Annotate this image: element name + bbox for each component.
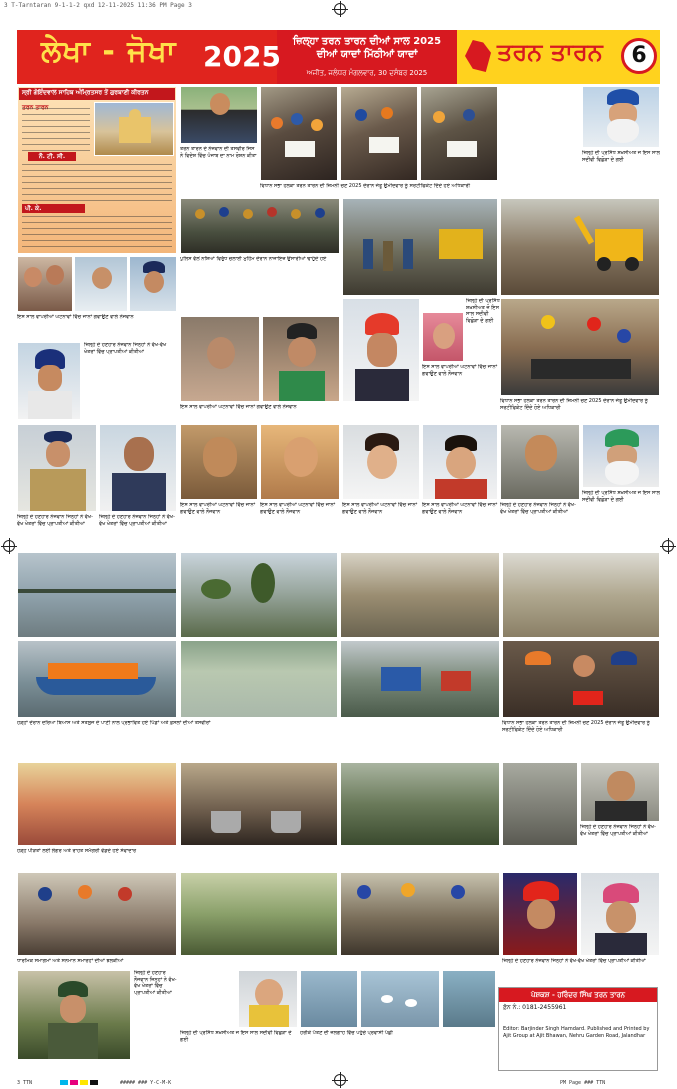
caption-youths: ਜ਼ਿਲ੍ਹੇ ਦੇ ਹੋਣਹਾਰ ਨੌਜਵਾਨ ਜਿਨ੍ਹਾਂ ਨੇ ਵੱਖ-ਵੱਖ ਖੇਤਰਾਂ ਵਿੱਚ ਪ੍ਰਾਪਤੀਆਂ ਕੀਤੀਆਂ xyxy=(502,958,646,964)
photo-ceremony-3 xyxy=(340,872,500,956)
footer-left: 3 TTN xyxy=(17,1080,33,1086)
photo-birds-1 xyxy=(300,970,358,1028)
sidebox-text-lines-3 xyxy=(22,216,172,250)
photo-youth-red-turban xyxy=(502,872,578,956)
caption-girl-2: ਇਸ ਸਾਲ ਵਾਪਰੀਆਂ ਘਟਨਾਵਾਂ ਵਿੱਚ ਜਾਨਾਂ ਗਵਾਉਣ ਵਾਲੇ ਨੌਜਵਾਨ xyxy=(422,364,497,377)
caption-demolition: ਪੁਲਿਸ ਵੱਲੋਂ ਨਸ਼ਿਆਂ ਵਿਰੁੱਧ ਚਲਾਈ ਮੁਹਿੰਮ ਦੌਰਾਨ ਨਾਜਾਇਜ਼ ਉਸਾਰੀਆਂ ਢਾਹੁੰਦੇ ਹੋਏ xyxy=(180,256,327,262)
photo-flood-rescue xyxy=(17,640,177,718)
photo-birds-2 xyxy=(360,970,440,1028)
photo-young-man xyxy=(180,86,258,144)
photo-man-portrait xyxy=(180,424,258,500)
masthead-district: ਤਰਨ ਤਾਰਨ xyxy=(497,38,603,66)
photo-flood-2 xyxy=(180,552,338,638)
sidebox-text-lines xyxy=(22,108,90,152)
photo-army-officer xyxy=(17,970,131,1060)
caption-child-portrait: ਇਸ ਸਾਲ ਵਾਪਰੀਆਂ ਘਟਨਾਵਾਂ ਵਿੱਚ ਜਾਨਾਂ ਗਵਾਉਣ ਵਾਲੇ ਨੌਜਵਾਨ xyxy=(260,502,335,515)
photo-flooded-field xyxy=(180,640,338,718)
masthead-title: ਲੇਖਾ - ਜੋਖਾ xyxy=(41,34,177,69)
photo-relief-work xyxy=(502,762,578,846)
masthead xyxy=(17,30,660,84)
photo-crowd-event xyxy=(340,762,500,846)
credit-heading: ਪੇਸ਼ਕਸ਼ - ਹਰਿੰਦਰ ਸਿੰਘ ਤਰਨ ਤਾਰਨ xyxy=(499,988,657,1002)
photo-ceremony-1 xyxy=(17,872,177,956)
credit-body: Editor: Barjinder Singh Hamdard. Published and Printed by Ajit Group at Ajit Bhawan, Nehru Garden Road, Jalandhar xyxy=(503,1026,650,1039)
footer-right: PM Page ### TTN xyxy=(560,1080,606,1086)
photo-youth-2 xyxy=(129,256,177,312)
caption-sikh-man: ਜ਼ਿਲ੍ਹੇ ਦੇ ਹੋਣਹਾਰ ਨੌਜਵਾਨ ਜਿਨ੍ਹਾਂ ਨੇ ਵੱਖ-ਵੱਖ ਖੇਤਰਾਂ ਵਿੱਚ ਪ੍ਰਾਪਤੀਆਂ ਕੀਤੀਆਂ xyxy=(84,342,167,355)
caption-birds: ਹਰੀਕੇ ਪੱਤਣ ਦੀ ਜਲਗਾਹ ਵਿੱਚ ਪਹੁੰਚੇ ਪ੍ਰਵਾਸੀ ਪੰਛੀ xyxy=(300,1030,393,1036)
color-swatch-black xyxy=(90,1080,98,1085)
punjab-map-icon xyxy=(465,40,491,72)
photo-langar xyxy=(180,762,338,846)
print-slug: 3 T-Tarntaran 9-1-1-2 qxd 12-11-2025 11:36 PM Page 3 xyxy=(4,2,192,9)
masthead-dateline: ਅਜੀਤ, ਜਲੰਧਰ ਮੰਗਲਵਾਰ, 30 ਦਸੰਬਰ 2025 xyxy=(306,69,428,77)
photo-demolition-police xyxy=(342,198,498,296)
caption-girl: ਜ਼ਿਲ੍ਹੇ ਦੀ ਪ੍ਰਸਿੱਧ ਸ਼ਖ਼ਸੀਅਤ ਜੋ ਇਸ ਸਾਲ ਸਦੀਵੀ ਵਿਛੋੜਾ ਦੇ ਗਈ xyxy=(466,298,500,324)
photo-certificate-2 xyxy=(340,86,418,181)
caption-floods: ਹੜ੍ਹਾਂ ਦੌਰਾਨ ਦਰਿਆ ਬਿਆਸ ਅਤੇ ਸਤਲੁਜ ਦੇ ਪਾਣੀ ਨਾਲ ਪ੍ਰਭਾਵਿਤ ਹੋਏ ਪਿੰਡਾਂ ਅਤੇ ਫ਼ਸਲਾਂ ਦੀਆਂ ਤਸਵੀਰਾਂ xyxy=(17,720,211,726)
caption-young-man-3: ਜ਼ਿਲ੍ਹੇ ਦੇ ਹੋਣਹਾਰ ਨੌਜਵਾਨ ਜਿਨ੍ਹਾਂ ਨੇ ਵੱਖ-ਵੱਖ ਖੇਤਰਾਂ ਵਿੱਚ ਪ੍ਰਾਪਤੀਆਂ ਕੀਤੀਆਂ xyxy=(580,824,656,837)
color-swatch-cyan xyxy=(60,1080,68,1085)
photo-rally xyxy=(500,298,660,396)
registration-mark-top xyxy=(334,3,346,15)
photo-religious-event xyxy=(17,762,177,846)
photo-turban-man xyxy=(342,298,420,402)
masthead-title-block xyxy=(17,30,281,84)
caption-army-officer: ਜ਼ਿਲ੍ਹੇ ਦੇ ਹੋਣਹਾਰ ਨੌਜਵਾਨ ਜਿਨ੍ਹਾਂ ਨੇ ਵੱਖ-ਵੱਖ ਖੇਤਰਾਂ ਵਿੱਚ ਪ੍ਰਾਪਤੀਆਂ ਕੀਤੀਆਂ xyxy=(134,970,177,996)
sidebox-heading: ਸ੍ਰੀ ਗੋਇੰਦਵਾਲ ਸਾਹਿਬ ਅੰਮ੍ਰਿਤਸਰ ਤੋਂ ਗੁਰਬਾਣੀ ਕੀਰਤਨ xyxy=(19,88,175,100)
photo-tractor-relief xyxy=(340,640,500,718)
caption-boy-2: ਇਸ ਸਾਲ ਵਾਪਰੀਆਂ ਘਟਨਾਵਾਂ ਵਿੱਚ ਜਾਨਾਂ ਗਵਾਉਣ ਵਾਲੇ ਨੌਜਵਾਨ xyxy=(422,502,497,515)
photo-girl xyxy=(422,312,464,362)
caption-langar: ਹੜ੍ਹ ਪੀੜਤਾਂ ਲਈ ਲੰਗਰ ਅਤੇ ਰਾਹਤ ਸਮੱਗਰੀ ਵੰਡਦੇ ਹੋਏ ਸੇਵਾਦਾਰ xyxy=(17,848,137,854)
masthead-year: 2025 xyxy=(203,40,281,73)
registration-mark-left xyxy=(3,540,15,552)
photo-certificate-3 xyxy=(420,86,498,181)
photo-boy-1 xyxy=(342,424,420,500)
photo-ceremony-2 xyxy=(180,872,338,956)
credit-box xyxy=(498,987,658,1071)
caption-ceremonies: ਧਾਰਮਿਕ ਸਮਾਗਮਾਂ ਅਤੇ ਸਨਮਾਨ ਸਮਾਰੋਹਾਂ ਦੀਆਂ ਝਲਕੀਆਂ xyxy=(17,958,124,964)
photo-young-man-3 xyxy=(580,762,660,822)
registration-mark-right xyxy=(662,540,674,552)
caption-police-officer: ਜ਼ਿਲ੍ਹੇ ਦੇ ਹੋਣਹਾਰ ਨੌਜਵਾਨ ਜਿਨ੍ਹਾਂ ਨੇ ਵੱਖ-ਵੱਖ ਖੇਤਰਾਂ ਵਿੱਚ ਪ੍ਰਾਪਤੀਆਂ ਕੀਤੀਆਂ xyxy=(17,514,93,527)
photo-gurdwara xyxy=(94,102,174,156)
photo-elder xyxy=(582,86,660,148)
caption-victims: ਇਸ ਸਾਲ ਵਾਪਰੀਆਂ ਘਟਨਾਵਾਂ ਵਿੱਚ ਜਾਨਾਂ ਗਵਾਉਣ ਵਾਲੇ ਨੌਜਵਾਨ xyxy=(180,404,297,410)
photo-certificate-1 xyxy=(260,86,338,181)
photo-birds-3 xyxy=(442,970,496,1028)
footer-mid: ##### ### Y-C-M-K xyxy=(120,1080,172,1086)
photo-officer-2 xyxy=(99,424,177,512)
caption-officer-2: ਜ਼ਿਲ੍ਹੇ ਦੇ ਹੋਣਹਾਰ ਨੌਜਵਾਨ ਜਿਨ੍ਹਾਂ ਨੇ ਵੱਖ-ਵੱਖ ਖੇਤਰਾਂ ਵਿੱਚ ਪ੍ਰਾਪਤੀਆਂ ਕੀਤੀਆਂ xyxy=(99,514,175,527)
photo-young-man-2 xyxy=(500,424,580,500)
caption-election: ਵਿਧਾਨ ਸਭਾ ਹਲਕਾ ਤਰਨ ਤਾਰਨ ਦੀ ਜ਼ਿਮਨੀ ਚੋਣ 2025 ਦੌਰਾਨ ਜੇਤੂ ਉਮੀਦਵਾਰ ਨੂੰ ਸਰਟੀਫਿਕੇਟ ਦਿੰਦੇ ਹੋਏ ਅਧਿਕਾਰੀ xyxy=(260,183,471,189)
photo-sikh-man xyxy=(17,342,81,420)
masthead-subtitle-line1: ਜ਼ਿਲ੍ਹਾ ਤਰਨ ਤਾਰਨ ਦੀਆਂ ਸਾਲ 2025 xyxy=(292,36,442,47)
caption-press: ਵਿਧਾਨ ਸਭਾ ਹਲਕਾ ਤਰਨ ਤਾਰਨ ਦੀ ਜ਼ਿਮਨੀ ਚੋਣ 2025 ਦੌਰਾਨ ਜੇਤੂ ਉਮੀਦਵਾਰ ਨੂੰ ਸਰਟੀਫਿਕੇਟ ਦਿੰਦੇ ਹੋਏ ਅਧਿਕਾਰੀ xyxy=(502,720,650,733)
caption-elder: ਜ਼ਿਲ੍ਹੇ ਦੀ ਪ੍ਰਸਿੱਧ ਸ਼ਖ਼ਸੀਅਤ ਜੋ ਇਸ ਸਾਲ ਸਦੀਵੀ ਵਿਛੋੜਾ ਦੇ ਗਈ xyxy=(582,150,660,163)
photo-police-group xyxy=(180,198,340,254)
photo-elder-2 xyxy=(582,424,660,488)
caption-elder-2: ਜ਼ਿਲ੍ਹੇ ਦੀ ਪ੍ਰਸਿੱਧ ਸ਼ਖ਼ਸੀਅਤ ਜੋ ਇਸ ਸਾਲ ਸਦੀਵੀ ਵਿਛੋੜਾ ਦੇ ਗਈ xyxy=(582,490,660,503)
photo-press-conference xyxy=(502,640,660,718)
photo-youth-pink-turban xyxy=(580,872,660,956)
photo-boy-2 xyxy=(422,424,498,500)
caption-rally: ਵਿਧਾਨ ਸਭਾ ਹਲਕਾ ਤਰਨ ਤਾਰਨ ਦੀ ਜ਼ਿਮਨੀ ਚੋਣ 2025 ਦੌਰਾਨ ਜੇਤੂ ਉਮੀਦਵਾਰ ਨੂੰ ਸਰਟੀਫਿਕੇਟ ਦਿੰਦੇ ਹੋਏ ਅਧਿਕਾਰੀ xyxy=(500,398,648,411)
sidebox-text-lines-2 xyxy=(22,164,172,202)
caption-man-portrait: ਇਸ ਸਾਲ ਵਾਪਰੀਆਂ ਘਟਨਾਵਾਂ ਵਿੱਚ ਜਾਨਾਂ ਗਵਾਉਣ ਵਾਲੇ ਨੌਜਵਾਨ xyxy=(180,502,255,515)
page-number: 6 xyxy=(621,38,657,74)
credit-phone: ਫ਼ੋਨ ਨੰ.: 0181-2455961 xyxy=(503,1004,567,1011)
photo-flood-1 xyxy=(17,552,177,638)
sidebox-tag-2: ਪੀ. ਕੇ. xyxy=(22,204,85,213)
masthead-subtitle-line2: ਦੀਆਂ ਯਾਦਾਂ ਮਿੱਠੀਆਂ ਯਾਦਾਂ xyxy=(316,49,418,60)
caption-young-man: ਤਰਨ ਤਾਰਨ ਦੇ ਨੌਜਵਾਨ ਦੀ ਤਸਵੀਰ ਜਿਸ ਨੇ ਵਿਦੇਸ਼ ਵਿੱਚ ਪੰਜਾਬ ਦਾ ਨਾਮ ਰੋਸ਼ਨ ਕੀਤਾ xyxy=(180,146,257,159)
caption-woman: ਜ਼ਿਲ੍ਹੇ ਦੀ ਪ੍ਰਸਿੱਧ ਸ਼ਖ਼ਸੀਅਤ ਜੋ ਇਸ ਸਾਲ ਸਦੀਵੀ ਵਿਛੋੜਾ ਦੇ ਗਈ xyxy=(180,1030,292,1043)
photo-jcb-demolition xyxy=(500,198,660,296)
photo-victim-1 xyxy=(180,316,260,402)
color-swatch-magenta xyxy=(70,1080,78,1085)
color-swatch-yellow xyxy=(80,1080,88,1085)
sidebox-subheading: ਤਰਨ ਤਾਰਨ xyxy=(22,104,49,111)
photo-flood-4 xyxy=(502,552,660,638)
photo-couple xyxy=(17,256,73,312)
photo-child-portrait xyxy=(260,424,340,500)
photo-woman-portrait xyxy=(238,970,298,1028)
photo-police-officer xyxy=(17,424,97,512)
photo-flood-3 xyxy=(340,552,500,638)
photo-victim-2 xyxy=(262,316,340,402)
caption-young-man-2: ਜ਼ਿਲ੍ਹੇ ਦੇ ਹੋਣਹਾਰ ਨੌਜਵਾਨ ਜਿਨ੍ਹਾਂ ਨੇ ਵੱਖ-ਵੱਖ ਖੇਤਰਾਂ ਵਿੱਚ ਪ੍ਰਾਪਤੀਆਂ ਕੀਤੀਆਂ xyxy=(500,502,576,515)
sidebox-tag-1: ਨੌ. ਟੀ. ਸੀ. xyxy=(28,152,76,161)
masthead-district-block xyxy=(457,30,660,84)
caption-boy-1: ਇਸ ਸਾਲ ਵਾਪਰੀਆਂ ਘਟਨਾਵਾਂ ਵਿੱਚ ਜਾਨਾਂ ਗਵਾਉਣ ਵਾਲੇ ਨੌਜਵਾਨ xyxy=(342,502,417,515)
masthead-subtitle xyxy=(279,36,455,60)
caption-youth: ਇਸ ਸਾਲ ਵਾਪਰੀਆਂ ਘਟਨਾਵਾਂ ਵਿੱਚ ਜਾਨਾਂ ਗਵਾਉਣ ਵਾਲੇ ਨੌਜਵਾਨ xyxy=(17,314,134,320)
photo-youth-1 xyxy=(74,256,128,312)
registration-mark-bottom xyxy=(334,1074,346,1086)
